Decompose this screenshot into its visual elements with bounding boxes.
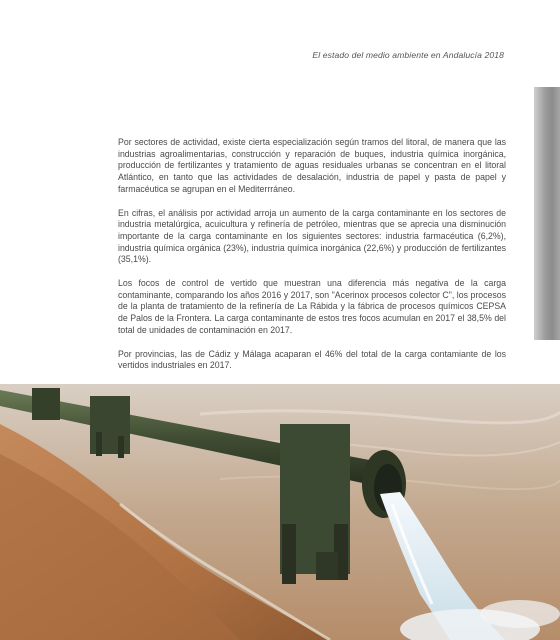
paragraph-sectors: Por sectores de actividad, existe cierta especialización según tramos del litoral, de manera que las industrias agroalimentarias, construcción y reparación de buques, industria química inorgánica, producción de fertilizantes y tratamiento de aguas residuales urbanas se concentran en el litoral Atlántico, en tanto que las actividades de desalación, industria de papel y pasta de papel y farmacéutica se agrupan en el Mediterrráneo. — [118, 137, 506, 194]
paragraph-provinces: Por provincias, las de Cádiz y Málaga acaparan el 46% del total de la carga contamiante de los vertidos industriales en 2017. — [118, 348, 506, 371]
paragraph-control-points: Los focos de control de vertido que muestran una diferencia más negativa de la carga contaminante, comparando los años 2016 y 2017, son "Acerinox procesos colector C", los procesos de la planta de tratamiento de la refinería de La Rábida y la fábrica de procesos químicos CEPSA de Palos de la Frontera. La carga contaminante de estos tres focos acumulan en 2017 el 38,5% del total de unidades de contaminación en 2017. — [118, 278, 506, 335]
paragraph-figures: En cifras, el análisis por actividad arroja un aumento de la carga contaminante en los sectores de industria metalúrgica, acuicultura y refinería de petróleo, mientras que se aprecia una disminución importante de la carga contaminante en los siguientes sectores: industria farmacéutica (6,2%), industria química orgánica (23%), industria química inorgánica (22,6%) y producción de fertilizantes (35,1%). — [118, 207, 506, 265]
discharge-pipe-photo — [0, 384, 560, 640]
side-color-strip — [534, 87, 560, 340]
body-text — [118, 137, 506, 384]
running-header: El estado del medio ambiente en Andalucía 2018 — [312, 50, 504, 60]
